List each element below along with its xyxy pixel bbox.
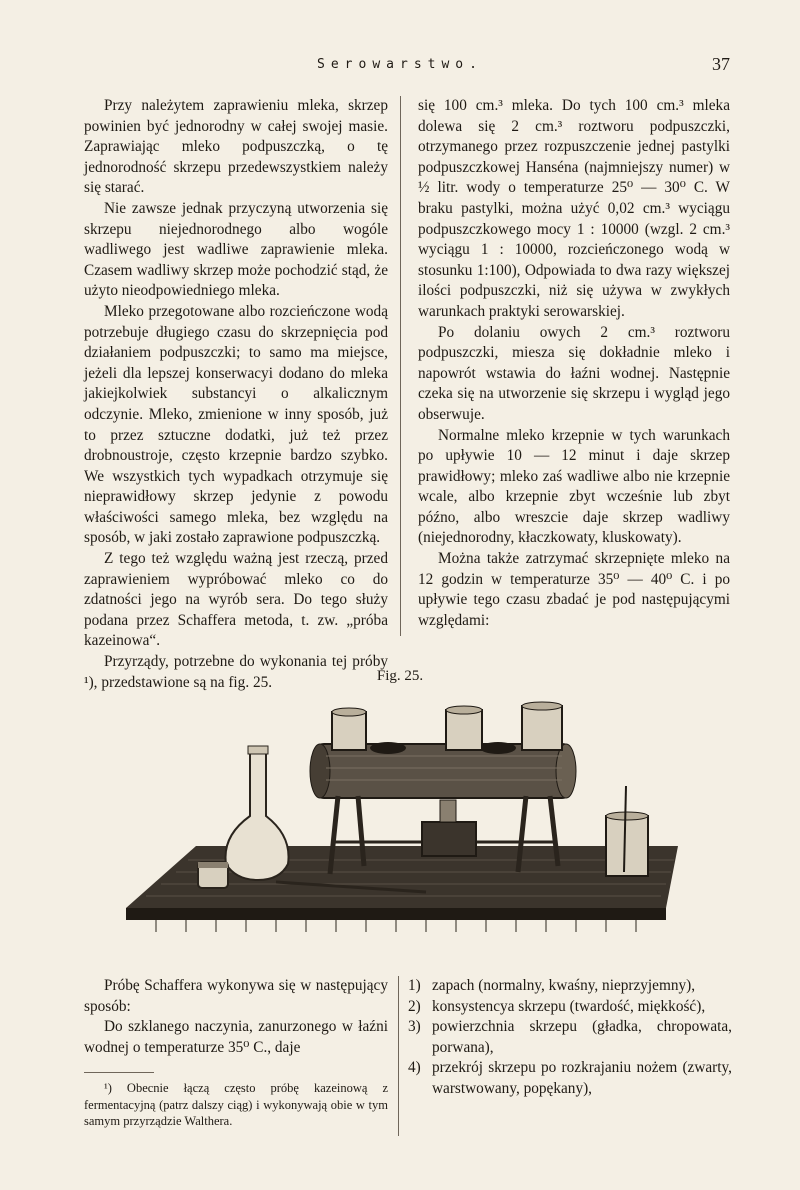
column-divider	[400, 96, 401, 636]
paragraph: Przyrządy, potrzebne do wykonania tej próby ¹), przedstawione są na fig. 25.	[84, 653, 388, 691]
list-number: 4)	[408, 1059, 421, 1077]
footnote	[84, 1080, 388, 1130]
page-number: 37	[712, 54, 730, 74]
paragraph: Z tego też względu ważną jest rzeczą, przed zaprawieniem wypróbować mleko co do zdatności jego na wyrób sera. Do tego służy podana przez Schaffera metoda, t. zw. „próba kazeinowa“.	[84, 550, 388, 650]
figure-caption: Fig. 25.	[376, 668, 424, 684]
right-column	[418, 96, 730, 631]
paragraph: Normalne mleko krzepnie w tych warunkach po upływie 10 — 12 minut i daje skrzep prawidłowy; mleko zaś wadliwe albo nie krzepnie wcale, albo krzepnie zbyt wcześnie lub zbyt późno, albo wreszcie daje skrzep wadliwy (niejednorodny, kłaczkowaty, kluskowaty).	[418, 426, 730, 547]
apparatus-illustration	[126, 696, 678, 940]
list-text: przekrój skrzepu po rozkrajaniu nożem (zwarty, warstwowany, popękany),	[432, 1059, 732, 1097]
list-item	[408, 1017, 732, 1058]
paragraph: Przy należytem zaprawieniu mleka, skrzep powinien być jednorodny w całej swojej masie. Zaprawiając mleko podpuszczką, o tę jednorodność skrzepu przedewszystkiem należy się starać.	[84, 97, 388, 197]
footnote-text: ¹) Obecnie łączą często próbę kazeinową z fermentacyjną (patrz dalszy ciąg) i wykonywają obie w tym samym przyrządzie Walthera.	[84, 1081, 388, 1128]
bottom-right-list	[408, 976, 732, 1100]
list-item	[408, 997, 732, 1018]
list-number: 2)	[408, 997, 421, 1015]
list-text: zapach (normalny, kwaśny, nieprzyjemny),	[432, 977, 696, 994]
paragraph: Można także zatrzymać skrzepnięte mleko na 12 godzin w temperaturze 35⁰ — 40⁰ C. i po upływie tego czasu zbadać je pod następującymi względami:	[418, 550, 730, 629]
bottom-left-column	[84, 976, 388, 1058]
footnote-rule	[84, 1072, 154, 1073]
paragraph: Do szklanego naczynia, zanurzonego w łaźni wodnej o temperaturze 35⁰ C., daje	[84, 1018, 388, 1056]
list-item	[408, 976, 732, 997]
list-text: powierzchnia skrzepu (gładka, chropowata, porwana),	[432, 1018, 732, 1056]
column-divider	[398, 976, 399, 1136]
paragraph: Próbę Schaffera wykonywa się w następujący sposób:	[84, 977, 388, 1015]
list-text: konsystencya skrzepu (twardość, miękkość),	[432, 997, 706, 1015]
running-title: Serowarstwo.	[317, 57, 483, 72]
list-number: 1)	[408, 977, 421, 994]
paragraph: Nie zawsze jednak przyczyną utworzenia się skrzepu niejednorodnego albo wogóle wadliwego jest wadliwe zaprawienie mleka. Czasem wadliwy skrzep może pochodzić stąd, że użyto nieodpowiedniego mleka.	[84, 199, 388, 300]
list-item	[408, 1058, 732, 1099]
list-number: 3)	[408, 1018, 421, 1036]
left-column	[84, 96, 388, 693]
paragraph: Mleko przegotowane albo rozcieńczone wodą potrzebuje długiego czasu do skrzepnięcia pod działaniem podpuszczki; to samo ma miejsce, jeżeli dla lepszej konserwacyi dodano do mleka jakiejkolwiek substancyi o alkalicznym odczynie. Mleko, zmienione w inny sposób, już to przez sztuczne dodatki, już też przez drobnoustroje, często krzepnie bardzo szybko. We wszystkich tych wypadkach otrzymuje się nieprawidłowy skrzep jedynie z powodu właściwości samego mleka, bez względu na sposób, w jaki zostało zaprawione podpuszczką.	[84, 302, 388, 547]
paragraph: się 100 cm.³ mleka. Do tych 100 cm.³ mleka dolewa się 2 cm.³ roztworu podpuszczki, otrzymanego przez rozpuszczenie jednej pastylki podpuszczkowej Hanséna (najmniejszy numer) w ½ litr. wody o temperaturze 25⁰ — 30⁰ C. W braku pastylki, można użyć 0,02 cm.³ wyciągu podpuszczkowego mocy 1 : 10000 (wzgl. 2 cm.³ wyciągu 1 : 10000, rozcieńczonego wodą w stosunku 1:100), Odpowiada to dwa razy większej ilości podpuszczki, niż się używa w zwykłych warunkach praktyki serowarskiej.	[418, 97, 730, 320]
paragraph: Po dolaniu owych 2 cm.³ roztworu podpuszczki, miesza się dokładnie mleko i napowrót wstawia do łaźni wodnej. Następnie czeka się na utworzenie się skrzepu i wygląd jego obserwuje.	[418, 323, 730, 423]
running-header	[0, 54, 800, 78]
